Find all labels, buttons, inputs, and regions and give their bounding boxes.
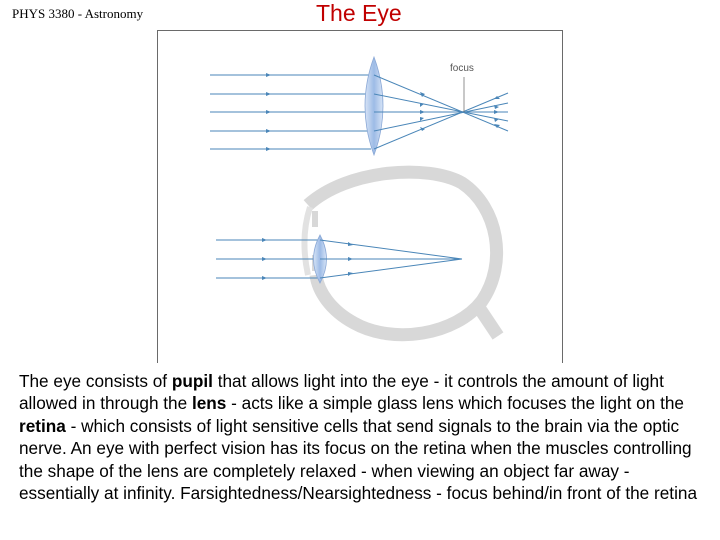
course-label: PHYS 3380 - Astronomy (12, 6, 144, 21)
desc-text: - acts like a simple glass lens which focuses the light on the (226, 393, 684, 414)
optic-nerve (476, 303, 498, 336)
ray (320, 240, 462, 259)
cornea (304, 207, 310, 275)
eye-diagram (216, 172, 498, 336)
lens-eye-diagram (157, 30, 563, 363)
eye-outline (308, 172, 497, 335)
desc-text: that allows light into the eye - it controls the amount of light allowed in through the (19, 371, 664, 414)
desc-text: The eye consists of (19, 371, 172, 391)
eye-refracted-arrowheads (348, 242, 353, 276)
term-retina: retina (19, 415, 66, 436)
convex-lens (365, 57, 383, 155)
term-lens: lens (191, 393, 227, 414)
eye-arrowheads (262, 238, 267, 280)
focus-label: focus (450, 63, 474, 74)
desc-text: - which consists of light sensitive cells that send signals to the brain via the optic nerve. An eye with perfect vision has its focus on the retina when the muscles controlling the shape of the lens are completely relaxed - when viewing an object far away - essentially at infinity. Farsightedness/Nearsightedness - focus behind/in front of the retina (19, 415, 697, 504)
ray (374, 93, 508, 149)
slide-title: The Eye (316, 0, 402, 26)
refracted-rays (374, 75, 508, 149)
diagram-svg (158, 31, 564, 364)
eye-refracted-rays (320, 240, 462, 278)
ray (374, 75, 508, 131)
ray (320, 259, 462, 278)
description-paragraph (19, 370, 711, 504)
incoming-rays (210, 75, 371, 149)
arrowheads (266, 73, 271, 151)
term-pupil: pupil (171, 371, 213, 391)
lens-diagram (210, 57, 508, 155)
